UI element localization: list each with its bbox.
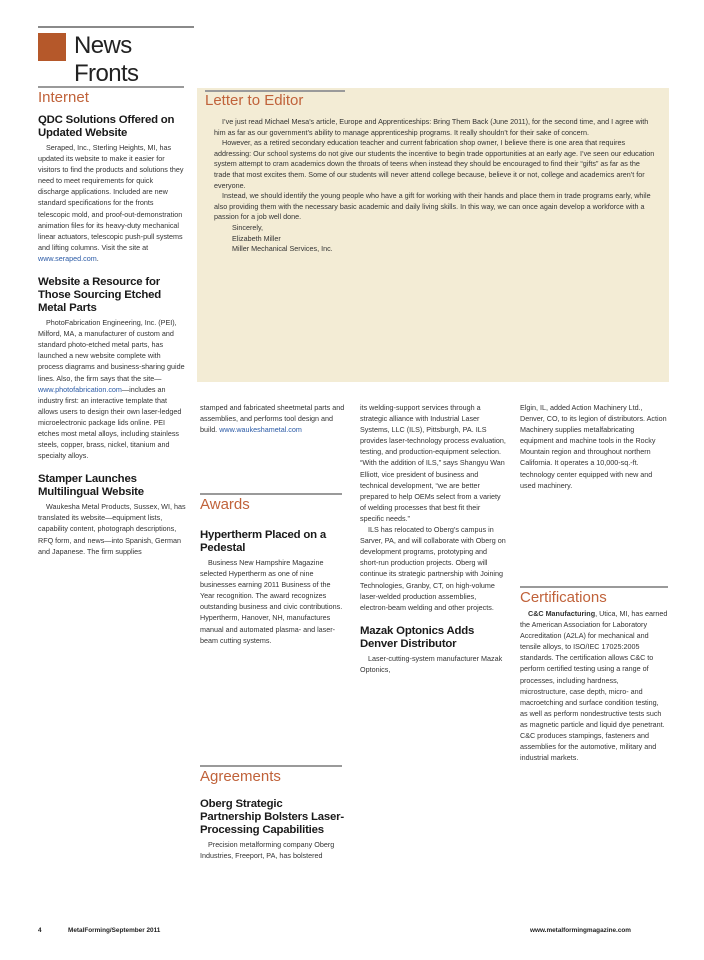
- article-text: —includes an industry first: an interactive template that allows users to design their own laser-ledged microelectronic package lids online. PEI etches most metal alloys, including stainless steels, copper, brass, nickel, titanium and specialty alloys.: [38, 384, 182, 461]
- letter-closing: Sincerely,: [232, 222, 264, 232]
- footer-issue: MetalForming/September 2011: [68, 927, 161, 934]
- page-number: 4: [38, 927, 42, 934]
- article-text: Laser-cutting-system manufacturer Mazak Optonics,: [360, 653, 503, 674]
- article-headline: Hypertherm Placed on a Pedestal: [200, 529, 327, 554]
- section-awards: Awards: [200, 493, 342, 513]
- letter-heading: Letter to Editor: [205, 92, 304, 109]
- article-text: ILS has relocated to Oberg’s campus in Sarver, PA, and will collaborate with Oberg on development programs, prototyping and short-run production projects. Oberg will continue its strategic partnership with Joining Technologies, Granby, CT, on high-volume laser-welded production assemblies, electron-beam welding and other projects.: [360, 525, 506, 612]
- column-4-certifications: [520, 608, 668, 763]
- article-text: Precision metalforming company Oberg Industries, Freeport, PA, has bolstered: [200, 840, 335, 861]
- letter-body: [214, 117, 658, 255]
- column-4: [520, 402, 668, 491]
- column-1: QDC Solutions Offered on Updated Website Seraped, Inc., Sterling Heights, MI, has updated its website to make it easier for visitors to find the products and solutions they need to meet requirements for quick discharge applications. Included are new standard specifications for the fronts telescopic mold, and proof-out-demonstration animation files for its heavy-duty mechanical linear actuators, telescopic push-pull systems and lifting columns. Visit the site at www.seraped.com. Website a Resource for Those Sourcing Etched Metal Parts PhotoFabrication Engineering, Inc. (PEI), Milford, MA, a manufacturer of custom and standard photo-etched metal parts, has launched a new website complete with process diagrams and business-sharing guide lines. Also, the firm says that the site—www.photofabrication.com—includes an industry first: an interactive template that allows users to design their own laser-ledged microelectronic package lids online. PEI etches most metal alloys, including stainless steels, copper, brass, nickel, titanium and specialty alloys. Stamper Launches Multilingual Website Waukesha Metal Products, Sussex, WI, has translated its website—equipment lists, capability content, photograph descriptions, RFQ form, and news—into Spanish, German and Japanese. The firm supplies: [38, 114, 186, 556]
- article-headline: QDC Solutions Offered on Updated Website: [38, 114, 175, 139]
- section-certifications: Certifications: [520, 586, 668, 606]
- article-text: Waukesha Metal Products, Sussex, WI, has translated its website—equipment lists, capability content, photograph descriptions, RFQ form, and news—into Spanish, German and Japanese. The firm supplies: [38, 502, 186, 556]
- section-internet: Internet: [38, 86, 184, 106]
- letter-signer: Elizabeth Miller: [232, 233, 281, 243]
- article-text: Business New Hampshire Magazine selected Hypertherm as one of nine businesses earning 2011 Business of the Year recognition. The award recognizes outstanding business and civic contributions. Hypertherm, Hanover, NH, manufactures manual and automated plasma- and laser-beam cutting systems.: [200, 558, 343, 645]
- letter-paragraph: However, as a retired secondary education teacher and current fabrication shop owner, I believe there is one area that requires addressing: Our school systems do not give our students the incentive to begin trade opportunities at an early age. I’ve seen our education system attempt to cram academics down the throats of teens when instead they should be encouraged to find their “gifts” as far as the trade that most excites them. Some of our students will never attend college because, believe it or not, college and academics aren’t for everyone.: [214, 138, 655, 190]
- article-headline: Mazak Optonics Adds Denver Distributor: [360, 624, 475, 650]
- article-headline: Stamper Launches Multilingual Website: [38, 473, 144, 499]
- article-text: , Utica, MI, has earned the American Association for Laboratory Accreditation (A2LA) for mechanical and tensile alloys, to ISO/IEC 17025:2005 standards. The certification allows C&C to perform certified testing using a range of processes, including hardness, microstructure, case depth, micro- and macroetching and surface condition testing, as well as perform nondestructive tests such as magnetic particle and liquid dye penetrant. C&C produces stampings, fasteners and assemblies for the automotive, military and industrial markets.: [520, 609, 668, 763]
- article-link[interactable]: www.waukeshametal.com: [219, 425, 302, 435]
- footer-url[interactable]: www.metalformingmagazine.com: [530, 927, 631, 934]
- article-text: Elgin, IL, added Action Machinery Ltd., Denver, CO, to its legion of distributors. Action Machinery supplies metalfabricating equipment and machine tools in the Rocky Mountain region and throughout northern California. It operates a 10,000-sq.-ft. technology center equipped with new and used machinery.: [520, 403, 667, 490]
- section-agreements: Agreements: [200, 765, 342, 785]
- column-2-agreements: [200, 796, 346, 861]
- letter-paragraph: I’ve just read Michael Mesa’s article, Europe and Apprenticeships: Bring Them Back (June 2011), for the second time, and I agree with him as far as our government’s ability to manage apprenticeship programs. It really shouldn’t for their sake of concern.: [214, 117, 649, 137]
- column-3: [360, 402, 506, 675]
- article-headline: Oberg Strategic Partnership Bolsters Laser-Processing Capabilities: [200, 798, 344, 836]
- article-text: PhotoFabrication Engineering, Inc. (PEI), Milford, MA, a manufacturer of custom and standard photo-etched metal parts, has launched a new website complete with process diagrams and business-sharing guide lines. Also, the firm says that the site—: [38, 318, 185, 383]
- article-text: stamped and fabricated sheetmetal parts and assemblies, and performs tool design and build.: [200, 403, 345, 435]
- article-headline: Website a Resource for Those Sourcing Etched Metal Parts: [38, 276, 162, 315]
- page-title: News Fronts: [74, 32, 139, 87]
- column-2: [200, 402, 346, 435]
- article-link[interactable]: www.photofabrication.com: [38, 384, 122, 394]
- masthead: [38, 26, 194, 87]
- company-lead: C&C Manufacturing: [528, 609, 596, 618]
- article-link[interactable]: www.seraped.com: [38, 253, 97, 263]
- letter-box: [197, 88, 669, 382]
- letter-company: Miller Mechanical Services, Inc.: [232, 244, 333, 254]
- article-text: Seraped, Inc., Sterling Heights, MI, has updated its website to make it easier for visitors to find the products and solutions they need to meet requirements for quick discharge applications. Included are new standard specifications for the fronts telescopic mold, and proof-out-demonstration animation files for its heavy-duty mechanical linear actuators, telescopic push-pull systems and lifting columns. Visit the site at: [38, 143, 184, 252]
- letter-paragraph: Instead, we should identify the young people who have a gift for working with their hands and place them in trade programs early, while also providing them with the necessary basic academic and daily living skills. In this way, we can once again develop a workforce with a passion for a job well done.: [214, 191, 651, 222]
- masthead-square: [38, 33, 66, 61]
- article-text: its welding-support services through a strategic alliance with Industrial Laser Systems, LLC (ILS), Pittsburgh, PA. ILS provides laser-technology process evaluation, testing, and production-equipment selection. “With the addition of ILS,” says Shangyu Wan Elliott, vice president of business and technical development, “we are better prepared to help OEMs select from a variety of welding processes that best fit their specific needs.”: [360, 403, 506, 523]
- column-2-awards: [200, 527, 346, 646]
